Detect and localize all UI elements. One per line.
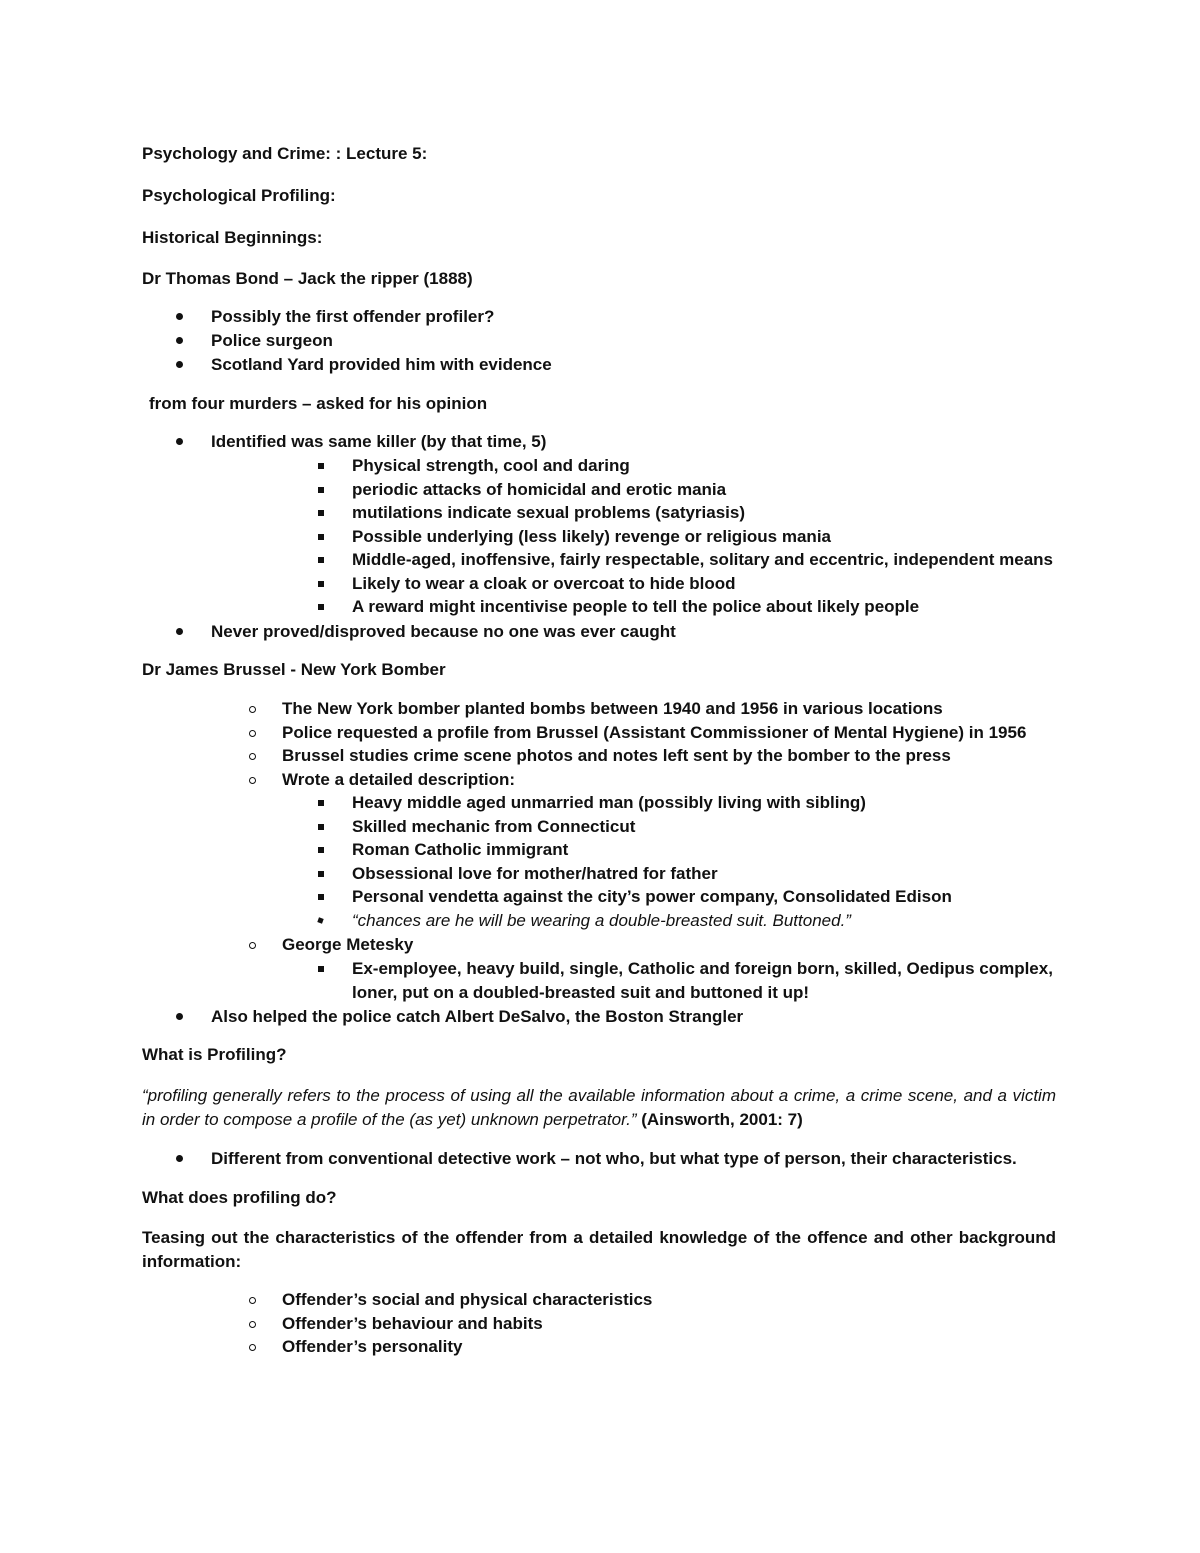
lecture-title: Psychology and Crime: : Lecture 5: [142,144,428,163]
square-bullet-icon [318,510,324,516]
list-item: Possibly the first offender profiler? [211,307,495,326]
definition-citation: (Ainsworth, 2001: 7) [636,1110,803,1129]
list-item: Likely to wear a cloak or overcoat to hide blood [352,574,736,593]
list-item: Offender’s personality [282,1337,463,1356]
list-item: Offender’s behaviour and habits [282,1314,543,1333]
circle-bullet-icon [249,1321,256,1328]
list-item: Brussel studies crime scene photos and notes left sent by the bomber to the press [282,746,951,765]
square-bullet-icon [318,557,324,563]
list-item: Obsessional love for mother/hatred for father [352,864,718,883]
list-item: Possible underlying (less likely) revenge or religious mania [352,527,831,546]
square-bullet-icon [318,534,324,540]
bullet-dot-icon [176,313,183,320]
metesky-detail: Ex-employee, heavy build, single, Catholic and foreign born, skilled, Oedipus complex, [352,959,1053,978]
circle-bullet-icon [249,753,256,760]
square-bullet-icon [318,581,324,587]
list-item: Roman Catholic immigrant [352,840,569,859]
bond-continuation: from four murders – asked for his opinion [149,394,488,413]
circle-bullet-icon [249,942,256,949]
list-item: Offender’s social and physical characteristics [282,1290,653,1309]
definition-text: “profiling generally refers to the process of using all the available information about a crime, a crime scene, and a victim in order to compose a profile of the (as yet) unknown perpetrator.” [142,1086,1056,1129]
metesky-detail-continued: loner, put on a doubled-breasted suit and buttoned it up! [352,983,810,1002]
list-item: Wrote a detailed description: [282,770,516,789]
list-item: Also helped the police catch Albert DeSalvo, the Boston Strangler [211,1007,744,1026]
square-bullet-icon [318,894,324,900]
circle-bullet-icon [249,1344,256,1351]
list-item: Middle-aged, inoffensive, fairly respectable, solitary and eccentric, independent means [352,550,1053,569]
square-bullet-icon [318,966,324,972]
list-item: A reward might incentivise people to tell the police about likely people [352,597,920,616]
list-item: periodic attacks of homicidal and erotic mania [352,480,727,499]
list-item: Different from conventional detective work – not who, but what type of person, their characteristics. [211,1149,1017,1168]
square-bullet-icon [318,604,324,610]
list-item: Skilled mechanic from Connecticut [352,817,636,836]
bullet-dot-icon [176,337,183,344]
bullet-dot-icon [176,361,183,368]
circle-bullet-icon [249,1297,256,1304]
circle-bullet-icon [249,706,256,713]
list-item: Police requested a profile from Brussel (Assistant Commissioner of Mental Hygiene) in 1956 [282,723,1027,742]
square-bullet-icon [318,487,324,493]
circle-bullet-icon [249,777,256,784]
list-item: Police surgeon [211,331,333,350]
list-item: Never proved/disproved because no one was ever caught [211,622,676,641]
bullet-dot-icon [176,438,183,445]
brussel-heading: Dr James Brussel - New York Bomber [142,660,446,679]
list-item: Heavy middle aged unmarried man (possibly living with sibling) [352,793,866,812]
square-bullet-icon [318,871,324,877]
bond-heading: Dr Thomas Bond – Jack the ripper (1888) [142,269,473,288]
bullet-dot-icon [176,1155,183,1162]
list-item: The New York bomber planted bombs between 1940 and 1956 in various locations [282,699,943,718]
list-item: Personal vendetta against the city’s power company, Consolidated Edison [352,887,952,906]
list-item: Identified was same killer (by that time, 5) [211,432,547,451]
section-title: Psychological Profiling: [142,186,336,205]
historical-heading: Historical Beginnings: [142,228,323,247]
square-bullet-icon [318,824,324,830]
brussel-quote: “chances are he will be wearing a double-breasted suit. Buttoned.” [352,911,851,930]
what-is-heading: What is Profiling? [142,1045,287,1064]
bullet-dot-icon [176,1013,183,1020]
circle-bullet-icon [249,730,256,737]
definition-quote [142,1084,1056,1132]
square-bullet-icon [317,917,323,923]
metesky-item: George Metesky [282,935,414,954]
bullet-dot-icon [176,628,183,635]
square-bullet-icon [318,847,324,853]
square-bullet-icon [318,800,324,806]
list-item: Physical strength, cool and daring [352,456,630,475]
list-item: mutilations indicate sexual problems (satyriasis) [352,503,746,522]
what-does-paragraph: Teasing out the characteristics of the offender from a detailed knowledge of the offence and other background information: [142,1228,1056,1271]
list-item: Scotland Yard provided him with evidence [211,355,552,374]
what-does-heading: What does profiling do? [142,1188,337,1207]
square-bullet-icon [318,463,324,469]
